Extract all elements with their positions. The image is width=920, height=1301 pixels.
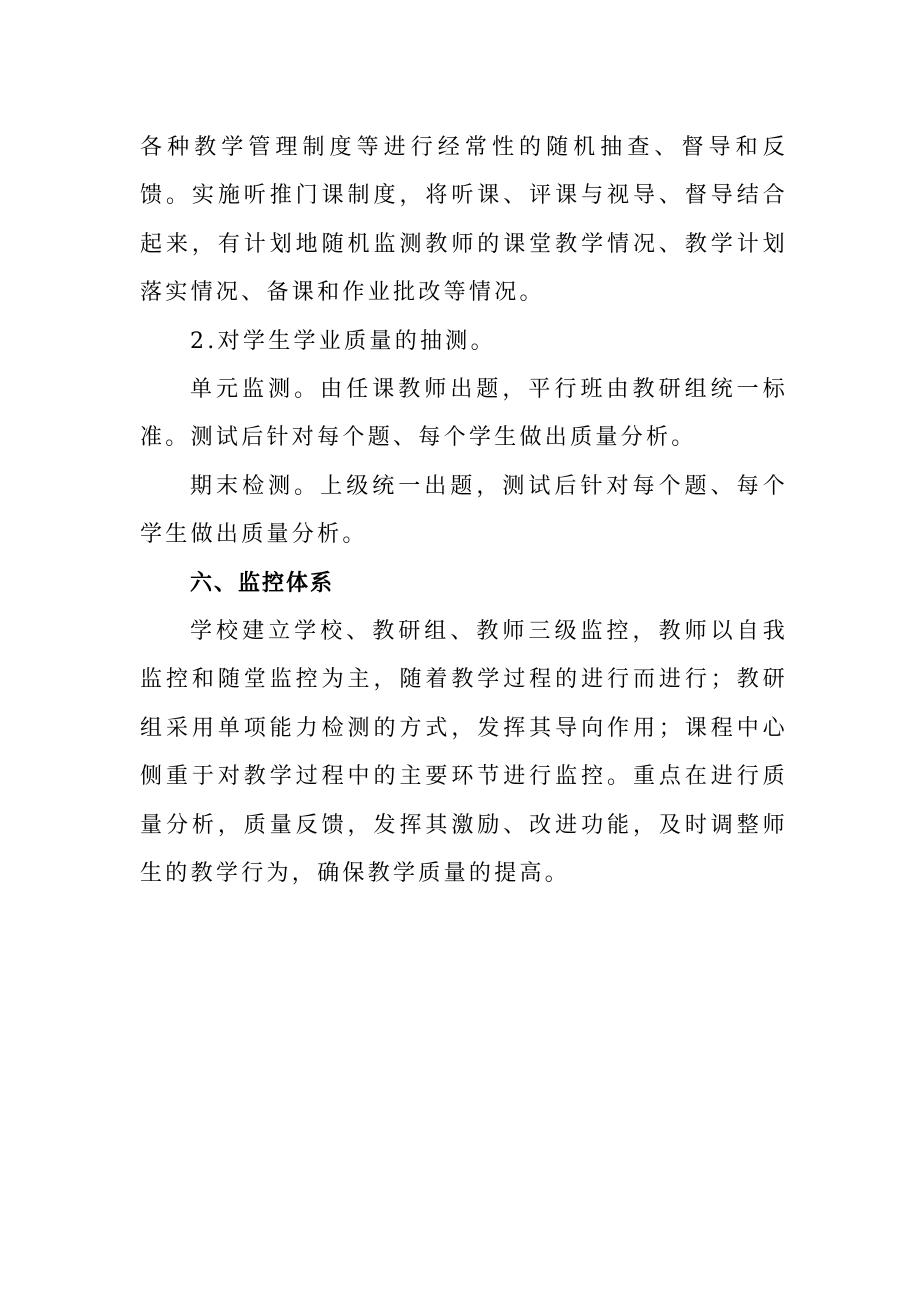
paragraph-unit-test: 单元监测。由任课教师出题，平行班由教研组统一标准。测试后针对每个题、每个学生做出质量分析。 [140, 377, 788, 451]
paragraph-final-test: 期末检测。上级统一出题，测试后针对每个题、每个学生做出质量分析。 [140, 473, 788, 548]
paragraph-monitoring-system: 学校建立学校、教研组、教师三级监控，教师以自我监控和随堂监控为主，随着教学过程的进行而进行；教研组采用单项能力检测的方式，发挥其导向作用；课程中心侧重于对教学过程中的主要环节进行监控。重点在进行质量分析，质量反馈，发挥其激励、改进功能，及时调整师生的教学行为，确保教学质量的提高。 [140, 619, 788, 887]
paragraph-continued: 各种教学管理制度等进行经常性的随机抽查、督导和反馈。实施听推门课制度，将听课、评课与视导、督导结合起来，有计划地随机监测教师的课堂教学情况、教学计划落实情况、备课和作业批改等情况。 [140, 135, 788, 306]
paragraph-item-2: 2.对学生学业质量的抽测。 [190, 328, 496, 354]
document-body [140, 124, 788, 899]
section-heading: 六、监控体系 [190, 570, 335, 596]
